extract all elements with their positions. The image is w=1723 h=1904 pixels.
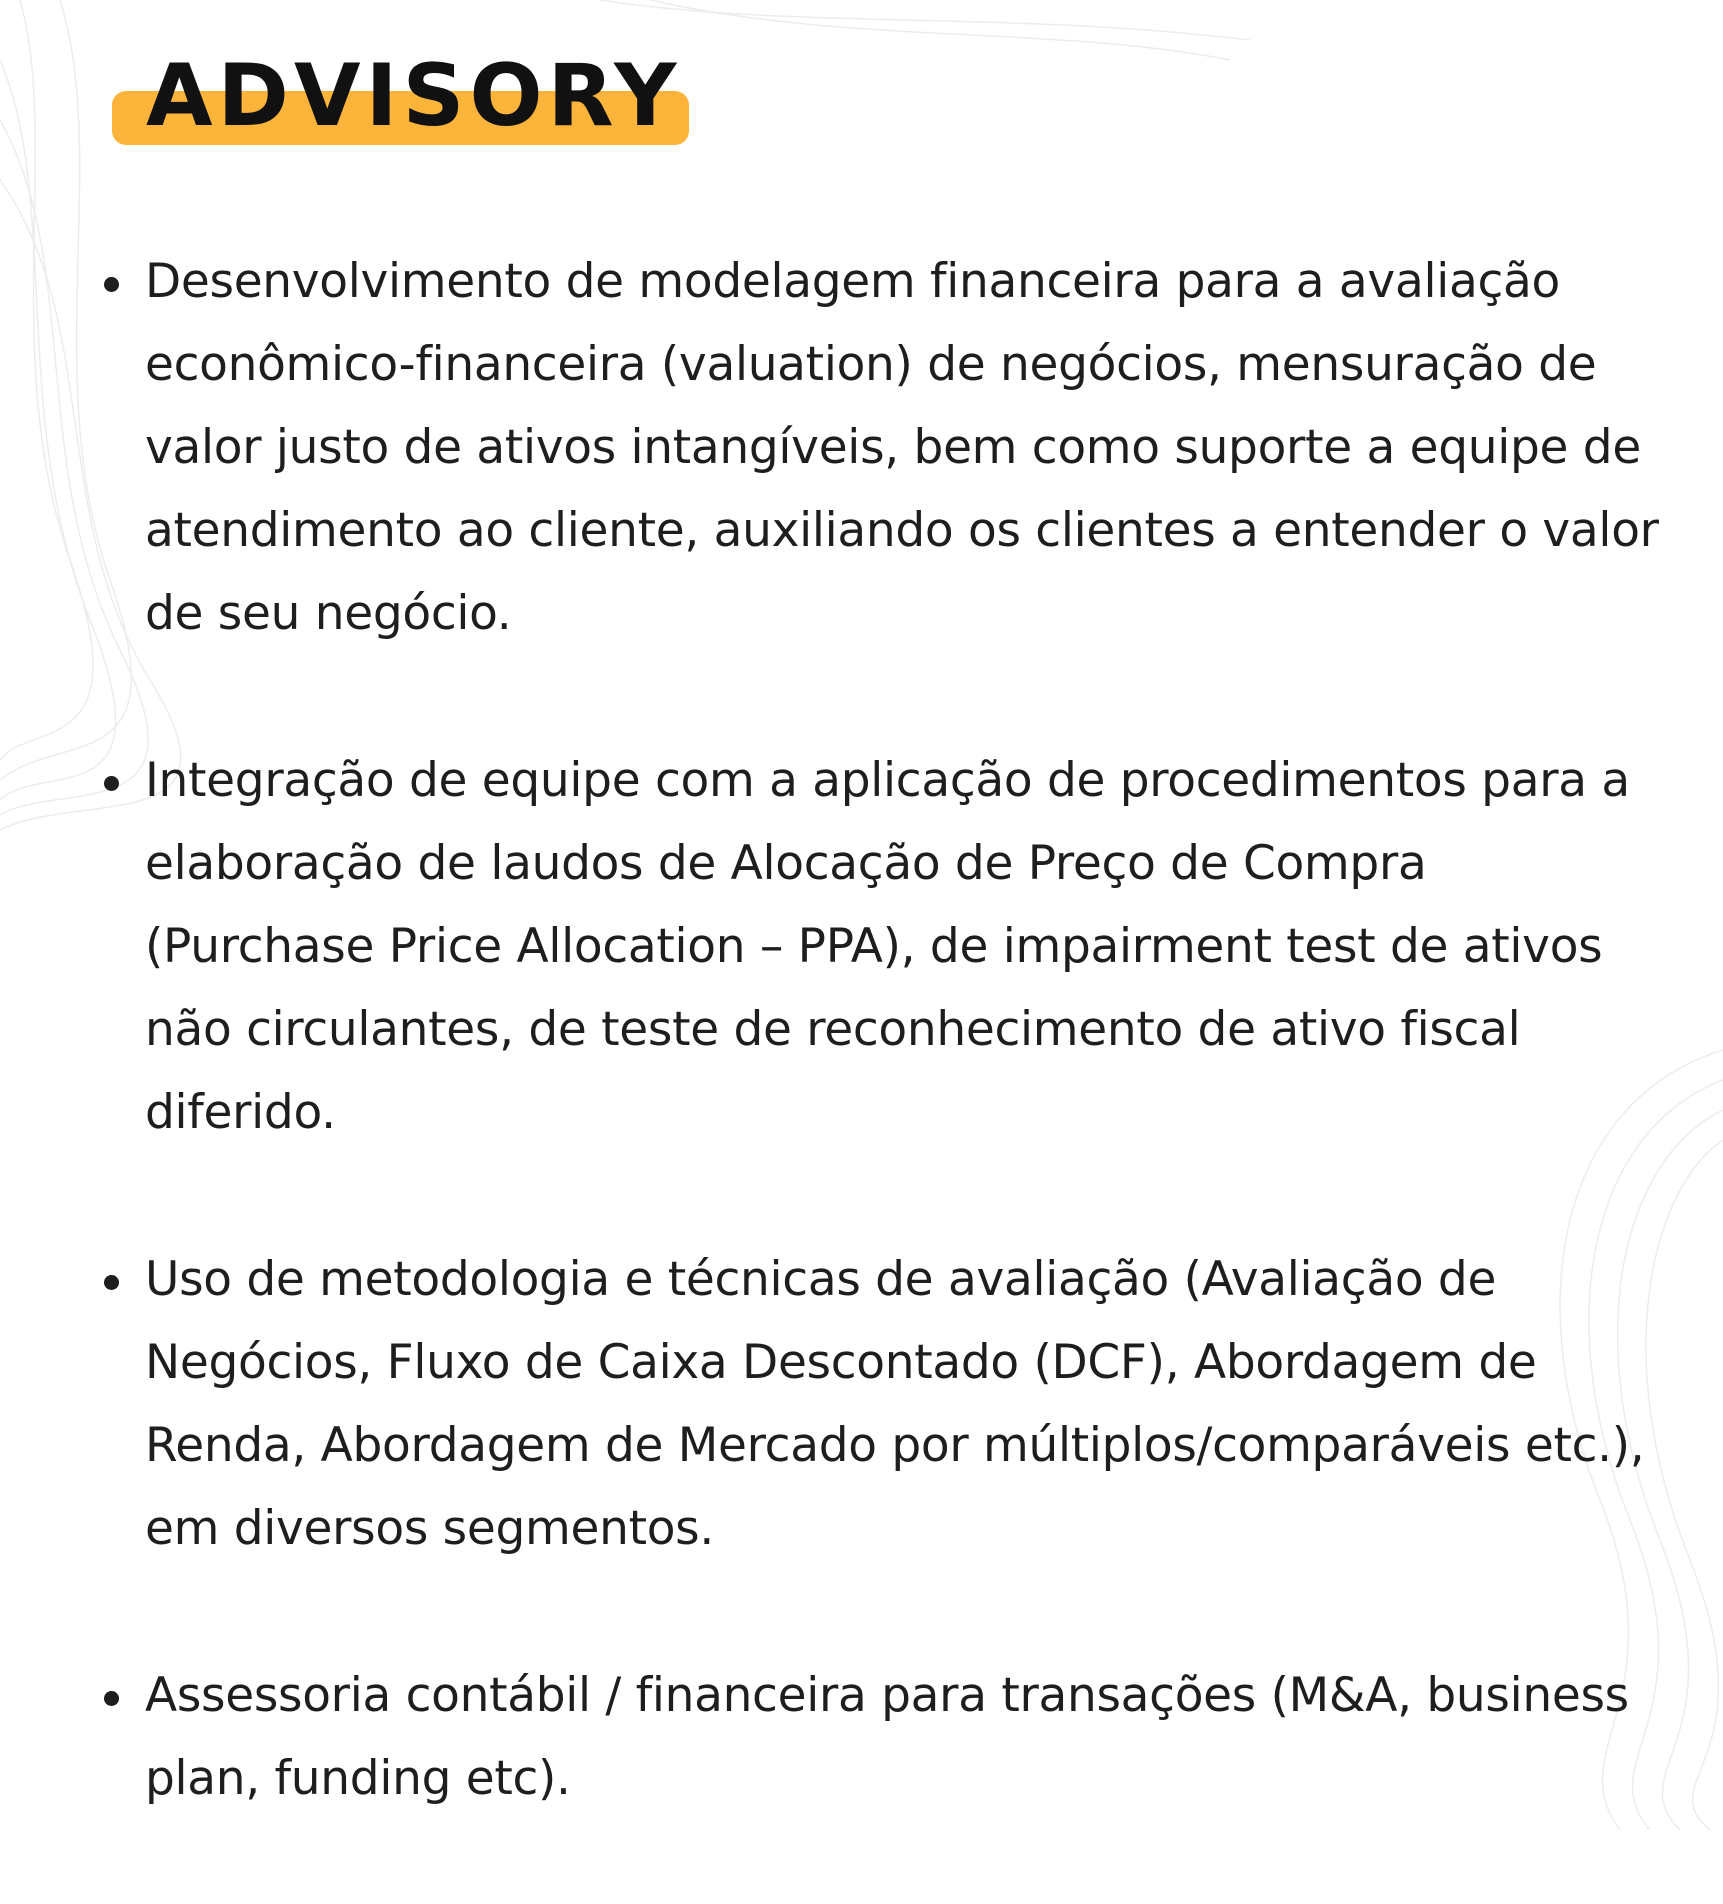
list-item-text: Assessoria contábil / financeira para transações (M&A, business plan, funding etc).	[145, 1668, 1629, 1806]
list-item	[100, 240, 1660, 655]
bullet-list	[100, 240, 1660, 1904]
bullet-dot-icon	[104, 776, 119, 791]
title-text: ADVISORY	[146, 46, 682, 146]
bullet-dot-icon	[104, 277, 119, 292]
list-item-text: Desenvolvimento de modelagem financeira para a avaliação econômico-financeira (valuation) de negócios, mensuração de valor justo de ativos intangíveis, bem como suporte a equipe de atendimento ao cliente, auxiliando os clientes a entender o valor de seu negócio.	[145, 254, 1659, 641]
list-item	[100, 739, 1660, 1154]
list-item-text: Uso de metodologia e técnicas de avaliação (Avaliação de Negócios, Fluxo de Caixa Descontado (DCF), Abordagem de Renda, Abordagem de Mercado por múltiplos/comparáveis etc.), em diversos segmentos.	[145, 1252, 1645, 1556]
list-item	[100, 1238, 1660, 1570]
list-item	[100, 1654, 1660, 1820]
bullet-dot-icon	[104, 1275, 119, 1290]
list-item-text: Integração de equipe com a aplicação de procedimentos para a elaboração de laudos de Alocação de Preço de Compra (Purchase Price Allocation – PPA), de impairment test de ativos não circulantes, de teste de reconhecimento de ativo fiscal diferido.	[145, 753, 1630, 1140]
bullet-dot-icon	[104, 1691, 119, 1706]
page-title	[112, 46, 690, 154]
